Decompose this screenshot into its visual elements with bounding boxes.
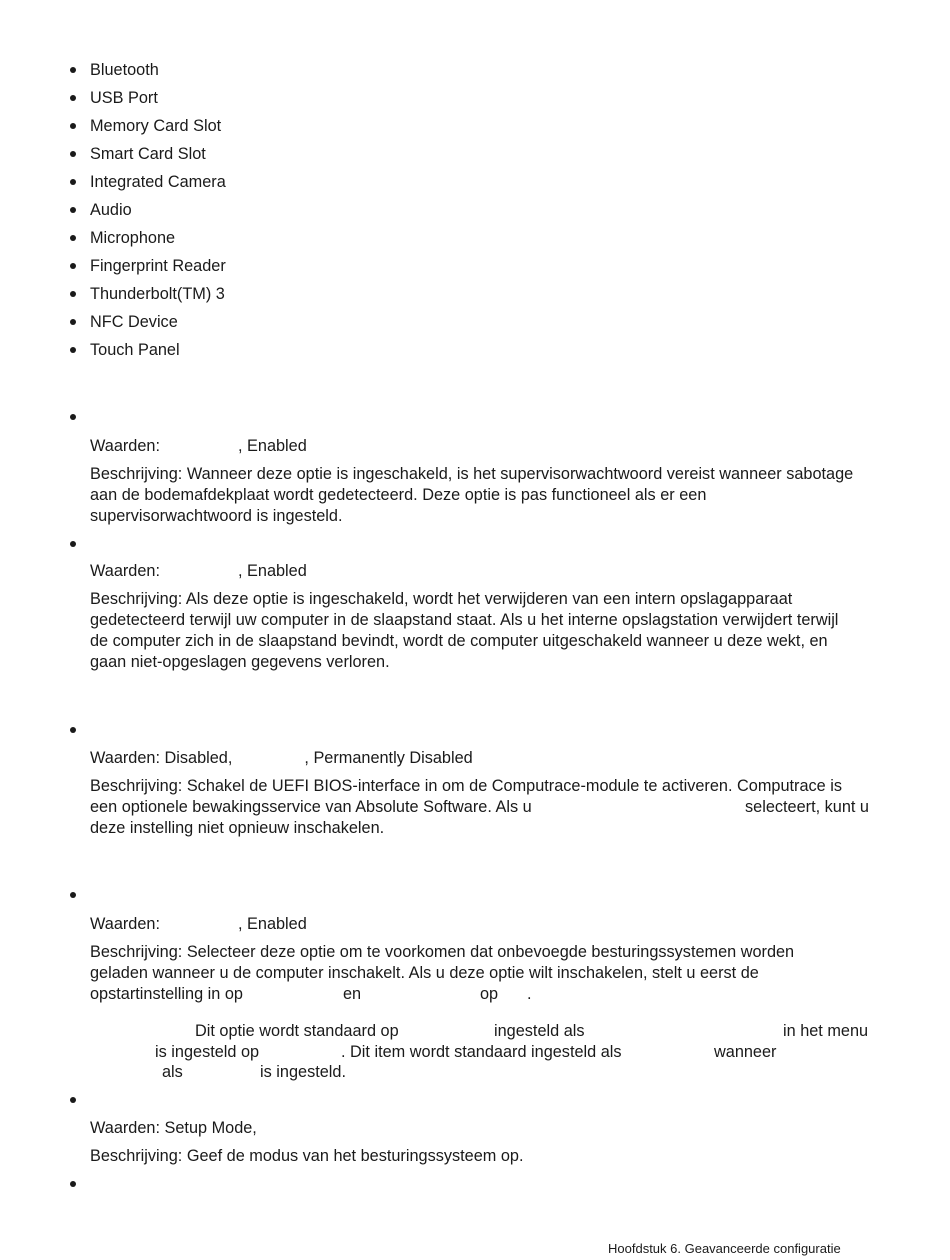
list-item: Microphone: [90, 229, 176, 247]
note-segment: als: [162, 1063, 183, 1081]
description-segment: op: [480, 985, 499, 1003]
bullet-icon: [70, 319, 76, 325]
list-item: Thunderbolt(TM) 3: [90, 285, 225, 303]
option-description: Beschrijving: Wanneer deze optie is ingeschakeld, is het supervisorwachtwoord vereist wanneer sabotage: [90, 465, 854, 483]
note-segment: ingesteld als: [494, 1022, 585, 1040]
option-values: [90, 748, 473, 768]
bullet-icon: [70, 67, 76, 73]
option-values: [90, 561, 307, 581]
note-segment: Dit optie wordt standaard op: [195, 1022, 399, 1040]
list-item: Integrated Camera: [90, 173, 226, 191]
option-description: geladen wanneer u de computer inschakelt. Als u deze optie wilt inschakelen, stelt u eerst de: [90, 964, 759, 982]
list-item: Bluetooth: [90, 61, 159, 79]
bullet-icon: [70, 123, 76, 129]
values-text: , Permanently Disabled: [304, 749, 473, 767]
bullet-icon: [70, 179, 76, 185]
description-segment: en: [343, 985, 362, 1003]
bullet-icon: [70, 263, 76, 269]
option-description: deze instelling niet opnieuw inschakelen.: [90, 819, 385, 837]
option-values: [90, 436, 307, 456]
note-segment: in het menu: [783, 1022, 869, 1040]
bullet-icon: [70, 1181, 76, 1187]
values-text: , Enabled: [237, 437, 307, 455]
option-description: Beschrijving: Schakel de UEFI BIOS-interface in om de Computrace-module te activeren. Computrace is: [90, 777, 842, 795]
description-segment: een optionele bewakingsservice van Absolute Software. Als u: [90, 798, 532, 816]
option-description: opstartinstelling in op: [90, 985, 243, 1003]
description-segment: .: [527, 985, 532, 1003]
option-description: aan de bodemafdekplaat wordt gedetecteerd. Deze optie is pas functioneel als er een: [90, 486, 707, 504]
bullet-icon: [70, 727, 76, 733]
values-text: , Enabled: [237, 915, 307, 933]
note-segment: . Dit item wordt standaard ingesteld als: [341, 1043, 622, 1061]
values-label: Waarden: Setup Mode,: [90, 1119, 257, 1137]
bullet-icon: [70, 414, 76, 420]
option-description: Beschrijving: Selecteer deze optie om te voorkomen dat onbevoegde besturingssystemen worden: [90, 943, 795, 961]
option-description: gedetecteerd terwijl uw computer in de slaapstand staat. Als u het interne opslagstation verwijdert terwijl: [90, 611, 839, 629]
bullet-icon: [70, 95, 76, 101]
option-description: gaan niet-opgeslagen gegevens verloren.: [90, 653, 390, 671]
bullet-icon: [70, 541, 76, 547]
list-item: Smart Card Slot: [90, 145, 206, 163]
values-label: Waarden: Disabled,: [90, 749, 233, 767]
note-segment: is ingesteld.: [260, 1063, 346, 1081]
values-label: Waarden:: [90, 915, 160, 933]
list-item: Memory Card Slot: [90, 117, 222, 135]
bullet-icon: [70, 151, 76, 157]
page-footer: Hoofdstuk 6. Geavanceerde configuratie: [608, 1241, 841, 1256]
list-item: Audio: [90, 201, 132, 219]
option-description: [90, 797, 532, 817]
option-values: [90, 1118, 257, 1138]
option-description: Beschrijving: Geef de modus van het besturingssysteem op.: [90, 1147, 524, 1165]
bullet-icon: [70, 1097, 76, 1103]
values-label: Waarden:: [90, 437, 160, 455]
bullet-icon: [70, 235, 76, 241]
description-segment: selecteert, kunt u: [745, 798, 869, 816]
list-item: Fingerprint Reader: [90, 257, 226, 275]
list-item: Touch Panel: [90, 341, 180, 359]
option-description: supervisorwachtwoord is ingesteld.: [90, 507, 343, 525]
bullet-icon: [70, 291, 76, 297]
option-description: de computer zich in de slaapstand bevindt, wordt de computer uitgeschakeld wanneer u deze wekt, en: [90, 632, 828, 650]
values-label: Waarden:: [90, 562, 160, 580]
list-item: NFC Device: [90, 313, 178, 331]
option-values: [90, 914, 307, 934]
note-segment: is ingesteld op: [155, 1043, 260, 1061]
note-segment: wanneer: [714, 1043, 777, 1061]
bullet-icon: [70, 207, 76, 213]
option-description: Beschrijving: Als deze optie is ingeschakeld, wordt het verwijderen van een intern opslagapparaat: [90, 590, 793, 608]
bullet-icon: [70, 347, 76, 353]
list-item: USB Port: [90, 89, 158, 107]
bullet-icon: [70, 892, 76, 898]
values-text: , Enabled: [237, 562, 307, 580]
